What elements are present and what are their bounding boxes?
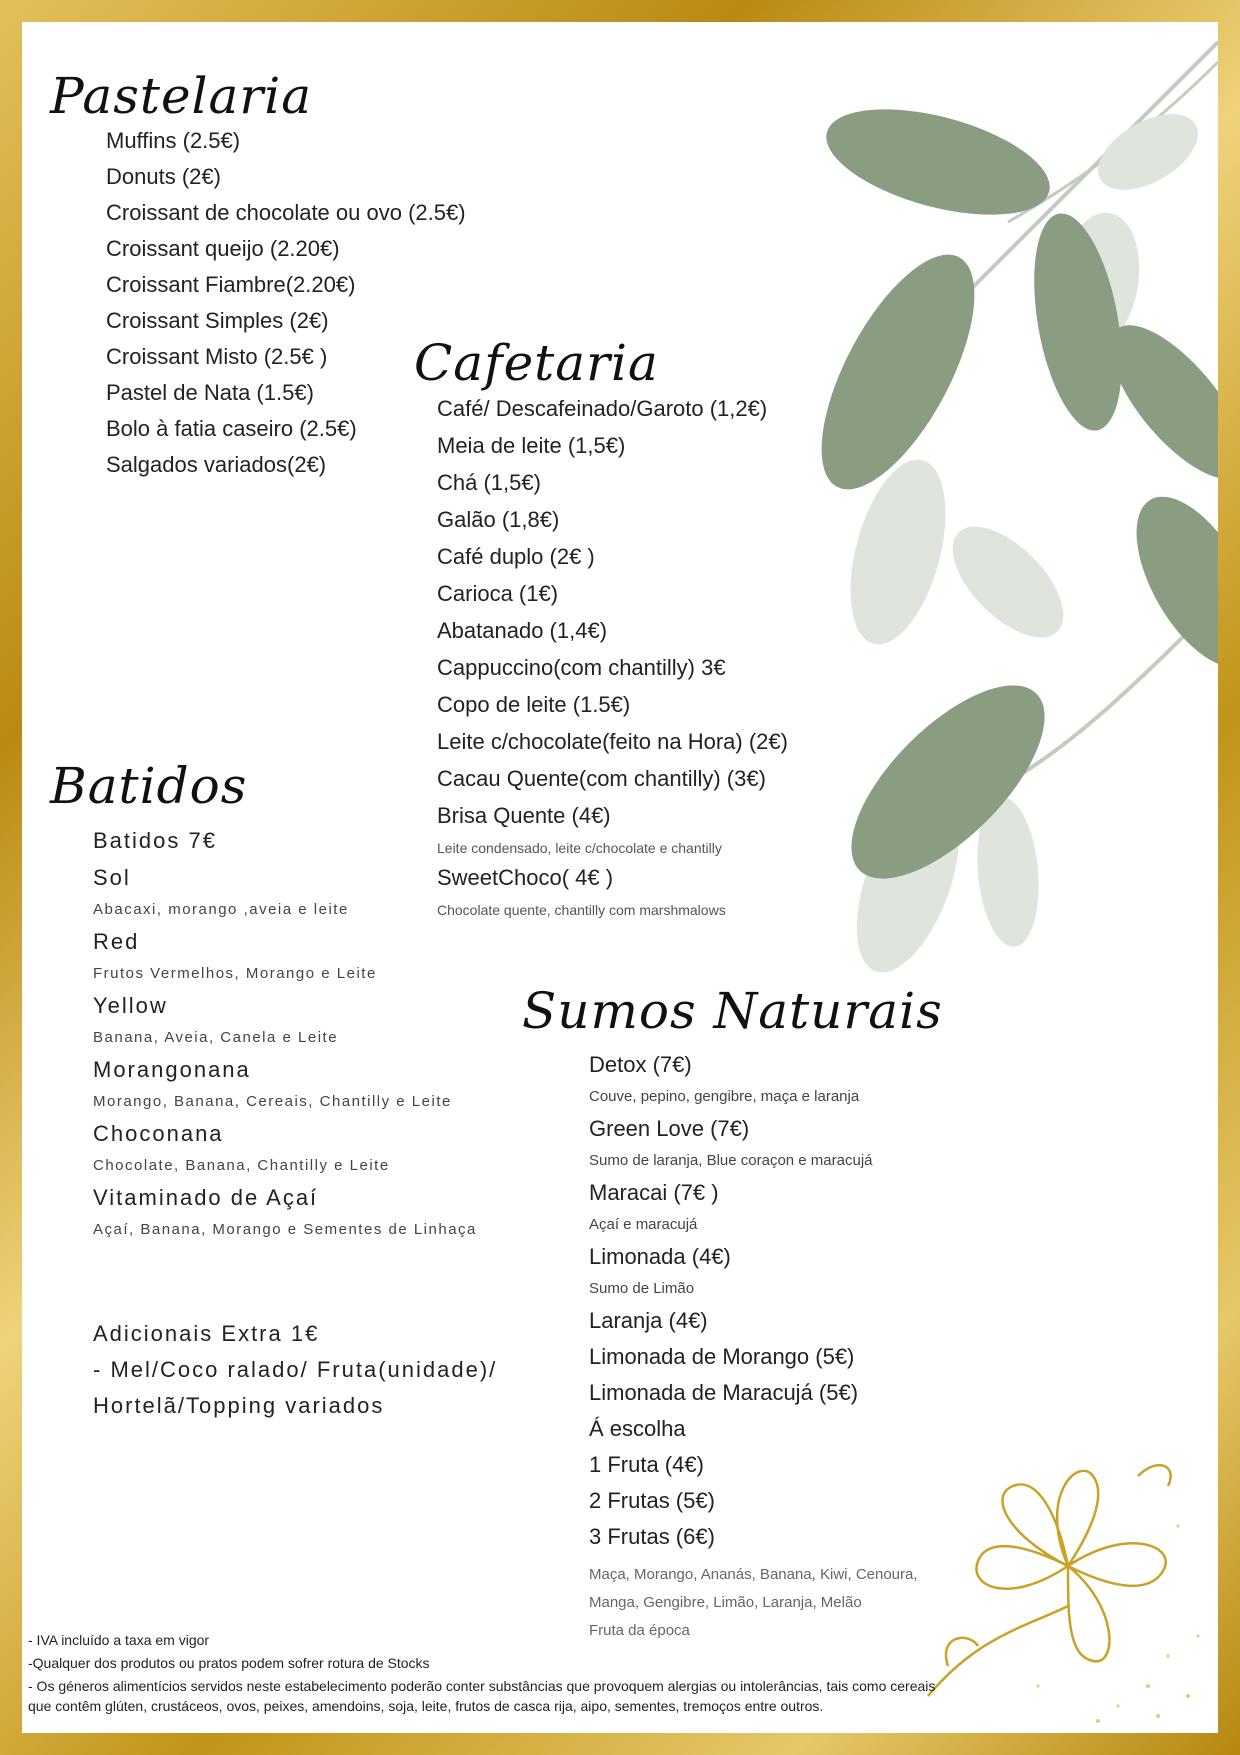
list-item: Bolo à fatia caseiro (2.5€) (106, 416, 357, 441)
extras-line: - Mel/Coco ralado/ Fruta(unidade)/ (93, 1357, 498, 1382)
list-item: Copo de leite (1.5€) (437, 692, 631, 717)
leaves-illustration (818, 22, 1218, 1022)
list-item: Meia de leite (1,5€) (437, 433, 626, 458)
footer-line: - Os géneros alimentícios servidos neste estabelecimento poderão conter substâncias que provoquem alergias ou intolerâncias, tais como cereais que contêm glúten, crustáceos, ovos, peixes, amendoins, soja, leite, frutos de casca rija, aipo, sementes, tremoços entre outros. (28, 1678, 936, 1714)
list-item: Limonada de Maracujá (5€) (589, 1380, 859, 1405)
section-title-cafetaria: Cafetaria (414, 334, 659, 392)
list-item: Brisa Quente (4€) (437, 803, 611, 828)
list-item: Carioca (1€) (437, 581, 559, 606)
fruit-note: Maça, Morango, Ananás, Banana, Kiwi, Cenoura, (589, 1566, 918, 1583)
list-item: Sol (93, 865, 131, 890)
item-desc: Açaí e maracujá (589, 1216, 698, 1233)
list-item: Limonada de Morango (5€) (589, 1344, 855, 1369)
price-line: Batidos 7€ (93, 828, 217, 853)
item-desc: Sumo de Limão (589, 1280, 695, 1297)
list-item: Maracai (7€ ) (589, 1180, 719, 1205)
list-item: Á escolha (589, 1416, 686, 1441)
list-item: Croissant queijo (2.20€) (106, 236, 340, 261)
item-note: Leite condensado, leite c/chocolate e chantilly (437, 840, 722, 856)
item-desc: Banana, Aveia, Canela e Leite (93, 1029, 339, 1046)
list-item: Café/ Descafeinado/Garoto (1,2€) (437, 396, 768, 421)
list-item: Croissant Fiambre(2.20€) (106, 272, 356, 297)
list-item: Croissant Misto (2.5€ ) (106, 344, 328, 369)
list-item: Red (93, 929, 140, 954)
list-item: Vitaminado de Açaí (93, 1185, 319, 1210)
list-item: Galão (1,8€) (437, 507, 560, 532)
item-desc: Couve, pepino, gengibre, maça e laranja (589, 1088, 860, 1105)
section-title-pastelaria: Pastelaria (50, 67, 313, 125)
menu-sheet (22, 22, 1218, 1733)
footer-line: - IVA incluído a taxa em vigor (28, 1632, 210, 1648)
list-item: Croissant Simples (2€) (106, 308, 329, 333)
list-item: Donuts (2€) (106, 164, 221, 189)
list-item: Café duplo (2€ ) (437, 544, 595, 569)
item-desc: Açaí, Banana, Morango e Sementes de Linhaça (93, 1221, 477, 1238)
list-item: Pastel de Nata (1.5€) (106, 380, 314, 405)
extras-line: Hortelã/Topping variados (93, 1393, 385, 1418)
gold-flower-illustration (918, 1436, 1218, 1733)
list-item: Morangonana (93, 1057, 251, 1082)
list-item: Croissant de chocolate ou ovo (2.5€) (106, 200, 466, 225)
list-item: Cacau Quente(com chantilly) (3€) (437, 766, 766, 791)
fruit-note: Fruta da época (589, 1622, 690, 1639)
list-item: Muffins (2.5€) (106, 128, 241, 153)
list-item: Salgados variados(2€) (106, 452, 327, 477)
list-item: Cappuccino(com chantilly) 3€ (437, 655, 726, 680)
list-item: Yellow (93, 993, 168, 1018)
item-desc: Chocolate, Banana, Chantilly e Leite (93, 1157, 390, 1174)
list-item: Green Love (7€) (589, 1116, 750, 1141)
footer-line: -Qualquer dos produtos ou pratos podem sofrer rotura de Stocks (28, 1655, 430, 1671)
list-item: Choconana (93, 1121, 224, 1146)
list-item: Laranja (4€) (589, 1308, 708, 1333)
list-item: Limonada (4€) (589, 1244, 731, 1269)
list-item: Detox (7€) (589, 1052, 692, 1077)
section-title-sumos: Sumos Naturais (522, 982, 943, 1040)
list-item: SweetChoco( 4€ ) (437, 865, 614, 890)
item-desc: Morango, Banana, Cereais, Chantilly e Leite (93, 1093, 452, 1110)
item-desc: Frutos Vermelhos, Morango e Leite (93, 965, 377, 982)
section-title-batidos: Batidos (50, 757, 248, 815)
list-item: 2 Frutas (5€) (589, 1488, 715, 1513)
fruit-note: Manga, Gengibre, Limão, Laranja, Melão (589, 1594, 862, 1611)
list-item: 3 Frutas (6€) (589, 1524, 715, 1549)
item-note: Chocolate quente, chantilly com marshmalows (437, 902, 726, 918)
item-desc: Sumo de laranja, Blue coraçon e maracujá (589, 1152, 873, 1169)
list-item: Leite c/chocolate(feito na Hora) (2€) (437, 729, 788, 754)
list-item: 1 Fruta (4€) (589, 1452, 704, 1477)
list-item: Abatanado (1,4€) (437, 618, 608, 643)
item-desc: Abacaxi, morango ,aveia e leite (93, 901, 349, 918)
extras-line: Adicionais Extra 1€ (93, 1321, 320, 1346)
list-item: Chá (1,5€) (437, 470, 541, 495)
